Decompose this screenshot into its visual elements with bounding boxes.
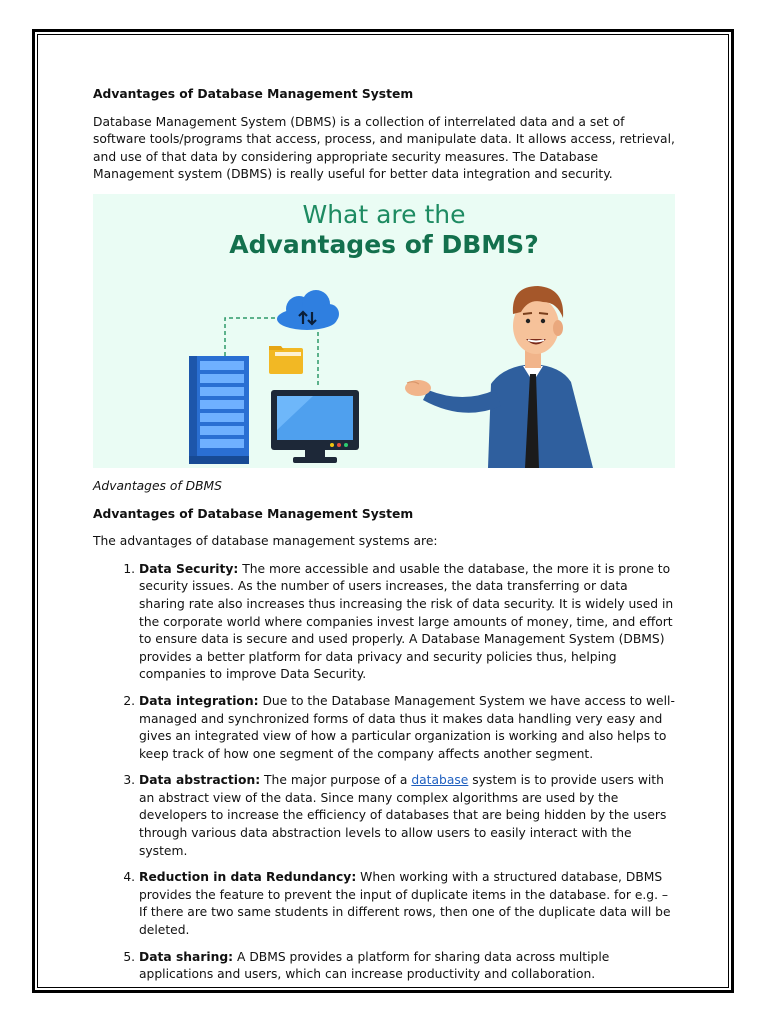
- image-caption: Advantages of DBMS: [93, 478, 222, 493]
- dbms-banner-image: [93, 194, 675, 468]
- list-item-text: The major purpose of a: [260, 773, 412, 788]
- monitor-icon: [271, 390, 359, 463]
- list-item-text: system is to provide users with an abstract view of the data. Since many complex algorithms are used by the developers to increase the efficiency of databases that are being hidden by the users through various data abstraction levels to allow users to easily interact with the system.: [139, 773, 667, 858]
- lead-paragraph: The advantages of database management systems are:: [93, 534, 438, 549]
- list-item-text: When working with a structured database, DBMS provides the feature to prevent the input of duplicate items in the database. for e.g. – If there are two same students in different rows, then one of the duplicate data will be deleted.: [139, 870, 671, 938]
- list-item: [139, 949, 677, 984]
- list-item: [139, 561, 677, 684]
- list-item-title: Data sharing:: [139, 949, 234, 964]
- server-rack-icon: [189, 356, 249, 464]
- cloud-sync-icon: [277, 290, 339, 330]
- list-item: [139, 693, 677, 763]
- list-item-text: The more accessible and usable the database, the more it is prone to security issues. As the number of users increases, the data transferring or data sharing rate also increases thus increasing the risk of data security. It is widely used in the corporate world where companies invest large amounts of money, time, and effort to ensure data is secure and used properly. A Database Management System (DBMS) provides a better platform for data privacy and security policies thus, helping companies to improve Data Security.: [139, 561, 674, 682]
- list-item: [139, 869, 677, 939]
- database-link[interactable]: database: [411, 773, 469, 788]
- folder-icon: [269, 346, 303, 374]
- list-item-text: Due to the Database Management System we have access to well-managed and synchronized forms of data thus it makes data handling very easy and gives an integrated view of how a particular organization is working and also helps to keep track of how one segment of the company affects another segment.: [139, 693, 675, 761]
- banner-illustration: [93, 194, 675, 468]
- document-body: [93, 86, 677, 993]
- advantages-list: [93, 561, 677, 984]
- list-item-title: Reduction in data Redundancy:: [139, 870, 357, 885]
- intro-paragraph: Database Management System (DBMS) is a collection of interrelated data and a set of software tools/programs that access, process, and manipulate data. It allows access, retrieval, and use of that data by considering appropriate security measures. The Database Management system (DBMS) is really useful for better data integration and security.: [93, 114, 675, 182]
- presenter-character: [405, 286, 593, 468]
- list-item-title: Data Security:: [139, 561, 239, 576]
- section-heading: Advantages of Database Management System: [93, 506, 414, 521]
- list-item: [139, 772, 677, 860]
- document-heading: Advantages of Database Management System: [93, 87, 414, 101]
- banner-title-line1: What are the: [302, 199, 466, 229]
- list-item-title: Data integration:: [139, 693, 259, 708]
- list-item-text: A DBMS provides a platform for sharing data across multiple applications and users, which can increase productivity and collaboration.: [139, 949, 610, 982]
- banner-title-line2: Advantages of DBMS?: [229, 229, 539, 259]
- list-item-title: Data abstraction:: [139, 773, 261, 788]
